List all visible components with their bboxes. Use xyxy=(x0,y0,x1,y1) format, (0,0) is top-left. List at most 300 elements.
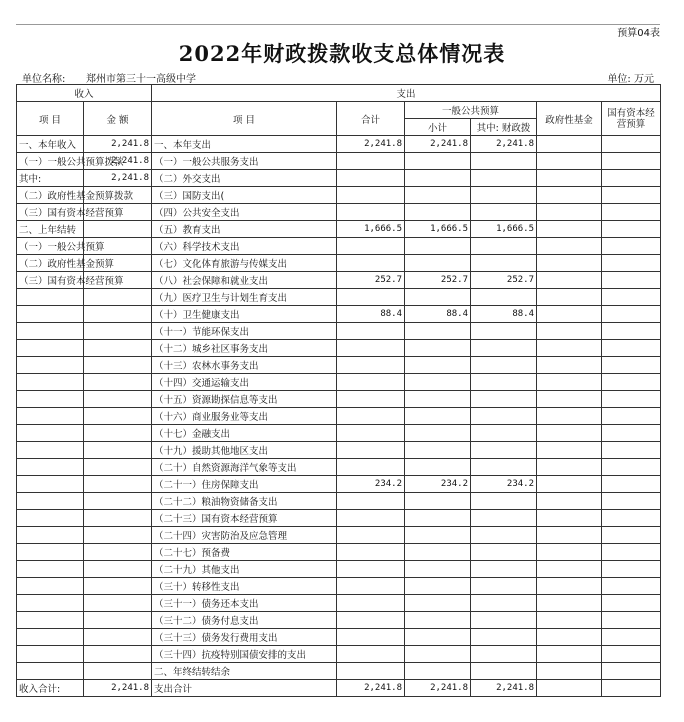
state-capital-cell xyxy=(602,510,661,527)
gov-fund-cell xyxy=(537,204,602,221)
table-row xyxy=(17,442,661,459)
state-capital-cell xyxy=(602,408,661,425)
gov-fund-cell xyxy=(537,255,602,272)
table-row xyxy=(17,340,661,357)
expense-fin-cell xyxy=(471,663,537,680)
expense-subtotal-cell xyxy=(405,442,471,459)
expense-item-cell: （十七）金融支出 xyxy=(152,425,337,442)
state-capital-cell xyxy=(602,544,661,561)
table-row xyxy=(17,153,661,170)
expense-fin-cell xyxy=(471,629,537,646)
expense-fin-cell xyxy=(471,646,537,663)
income-item-cell xyxy=(17,612,84,629)
expense-item-cell: （五）教育支出 xyxy=(152,221,337,238)
expense-subtotal-cell xyxy=(405,238,471,255)
expense-total-cell xyxy=(337,357,405,374)
state-capital-cell xyxy=(602,595,661,612)
expense-fin-cell xyxy=(471,425,537,442)
totals-row xyxy=(17,680,661,697)
expense-total-cell xyxy=(337,255,405,272)
expense-subtotal-cell: 88.4 xyxy=(405,306,471,323)
expense-item-cell: （一）一般公共服务支出 xyxy=(152,153,337,170)
state-capital-cell xyxy=(602,663,661,680)
expense-item-cell: （三）国防支出( xyxy=(152,187,337,204)
income-amount-cell xyxy=(84,476,152,493)
expense-total-cell xyxy=(337,459,405,476)
expense-fin-cell: 88.4 xyxy=(471,306,537,323)
col-state-capital: 国有资本经营预算 xyxy=(602,102,661,136)
expense-fin-cell xyxy=(471,289,537,306)
table-row xyxy=(17,561,661,578)
expense-fin-cell xyxy=(471,493,537,510)
income-amount-cell xyxy=(84,289,152,306)
expense-total-cell xyxy=(337,612,405,629)
expense-total-cell xyxy=(337,289,405,306)
expense-item-cell: （三十三）债务发行费用支出 xyxy=(152,629,337,646)
state-capital-cell xyxy=(602,476,661,493)
state-capital-cell xyxy=(602,136,661,153)
income-item-cell xyxy=(17,306,84,323)
table-row xyxy=(17,493,661,510)
expense-total-fin: 2,241.8 xyxy=(471,680,537,697)
expense-total-cell xyxy=(337,340,405,357)
expense-total-cell xyxy=(337,408,405,425)
gov-fund-cell xyxy=(537,408,602,425)
expense-subtotal-cell xyxy=(405,255,471,272)
state-capital-cell xyxy=(602,493,661,510)
gov-fund-cell xyxy=(537,221,602,238)
table-row xyxy=(17,374,661,391)
income-item-cell xyxy=(17,527,84,544)
expense-fin-cell xyxy=(471,153,537,170)
expense-total-cell xyxy=(337,442,405,459)
gov-fund-cell xyxy=(537,459,602,476)
income-amount-cell xyxy=(84,663,152,680)
expense-total-cell xyxy=(337,595,405,612)
state-capital-cell xyxy=(602,561,661,578)
table-row xyxy=(17,221,661,238)
table-row xyxy=(17,425,661,442)
expense-subtotal-cell xyxy=(405,510,471,527)
expense-fin-cell xyxy=(471,561,537,578)
gov-fund-total xyxy=(537,680,602,697)
expense-total-cell xyxy=(337,646,405,663)
expense-total-cell xyxy=(337,391,405,408)
state-capital-cell xyxy=(602,238,661,255)
expense-fin-cell xyxy=(471,408,537,425)
table-row xyxy=(17,391,661,408)
income-amount-cell xyxy=(84,629,152,646)
gov-fund-cell xyxy=(537,578,602,595)
expense-subtotal-cell xyxy=(405,170,471,187)
expense-item-cell: 一、本年支出 xyxy=(152,136,337,153)
income-item-cell xyxy=(17,493,84,510)
header-row-1 xyxy=(17,85,661,102)
expense-subtotal-cell xyxy=(405,646,471,663)
table-row xyxy=(17,595,661,612)
table-row xyxy=(17,255,661,272)
income-amount-cell xyxy=(84,391,152,408)
income-item-cell xyxy=(17,561,84,578)
expense-fin-cell xyxy=(471,459,537,476)
header-row-2 xyxy=(17,102,661,119)
income-amount-cell xyxy=(84,459,152,476)
table-row xyxy=(17,357,661,374)
income-amount-cell: 2,241.8 xyxy=(84,136,152,153)
expense-fin-cell xyxy=(471,255,537,272)
table-row xyxy=(17,510,661,527)
income-item-cell xyxy=(17,646,84,663)
expense-total-cell: 234.2 xyxy=(337,476,405,493)
income-item-cell xyxy=(17,510,84,527)
table-row xyxy=(17,527,661,544)
expense-fin-cell xyxy=(471,187,537,204)
state-capital-cell xyxy=(602,425,661,442)
gov-fund-cell xyxy=(537,170,602,187)
expense-fin-cell xyxy=(471,442,537,459)
expense-total-cell xyxy=(337,323,405,340)
page-title: 2022年财政拨款收支总体情况表 xyxy=(178,41,506,66)
income-item-cell: （一）一般公共预算 xyxy=(17,238,84,255)
expense-item-cell: （三十一）债务还本支出 xyxy=(152,595,337,612)
income-total-amount: 2,241.8 xyxy=(84,680,152,697)
gov-fund-cell xyxy=(537,323,602,340)
table-row xyxy=(17,612,661,629)
income-amount-cell xyxy=(84,221,152,238)
table-row xyxy=(17,544,661,561)
income-amount-cell xyxy=(84,561,152,578)
income-item-cell: （三）国有资本经营预算 xyxy=(17,272,84,289)
table-row xyxy=(17,578,661,595)
expense-item-cell: 二、年终结转结余 xyxy=(152,663,337,680)
gov-fund-cell xyxy=(537,595,602,612)
expense-subtotal-cell xyxy=(405,374,471,391)
table-row xyxy=(17,476,661,493)
gov-fund-cell xyxy=(537,136,602,153)
table-row xyxy=(17,272,661,289)
expense-item-cell: （七）文化体育旅游与传媒支出 xyxy=(152,255,337,272)
income-amount-cell xyxy=(84,323,152,340)
income-amount-cell xyxy=(84,510,152,527)
income-item-cell: 其中: xyxy=(17,170,84,187)
col-gov-fund: 政府性基金 xyxy=(537,102,602,136)
table-row xyxy=(17,408,661,425)
expense-subtotal-cell: 252.7 xyxy=(405,272,471,289)
expense-fin-cell xyxy=(471,170,537,187)
gov-fund-cell xyxy=(537,493,602,510)
expense-fin-cell xyxy=(471,374,537,391)
gov-fund-cell xyxy=(537,357,602,374)
income-item-cell: （三）国有资本经营预算 xyxy=(17,204,84,221)
table-row xyxy=(17,170,661,187)
table-row xyxy=(17,238,661,255)
expense-fin-cell xyxy=(471,612,537,629)
expense-fin-cell: 252.7 xyxy=(471,272,537,289)
expense-subtotal-cell xyxy=(405,357,471,374)
expense-item-cell: （十五）资源勘探信息等支出 xyxy=(152,391,337,408)
state-capital-cell xyxy=(602,187,661,204)
expense-total-cell xyxy=(337,578,405,595)
expense-fin-cell xyxy=(471,595,537,612)
state-capital-cell xyxy=(602,255,661,272)
gov-fund-cell xyxy=(537,153,602,170)
income-item-cell xyxy=(17,459,84,476)
expense-item-cell: （二十三）国有资本经营预算 xyxy=(152,510,337,527)
expense-total-cell xyxy=(337,493,405,510)
expense-subtotal-cell xyxy=(405,204,471,221)
expense-subtotal-cell xyxy=(405,612,471,629)
expense-subtotal-cell: 1,666.5 xyxy=(405,221,471,238)
income-amount-cell xyxy=(84,374,152,391)
state-capital-cell xyxy=(602,442,661,459)
expense-item-cell: （十二）城乡社区事务支出 xyxy=(152,340,337,357)
gov-fund-cell xyxy=(537,425,602,442)
gov-fund-cell xyxy=(537,629,602,646)
expense-total-cell xyxy=(337,153,405,170)
table-row xyxy=(17,289,661,306)
expense-subtotal-cell xyxy=(405,425,471,442)
expense-fin-cell: 234.2 xyxy=(471,476,537,493)
expense-header: 支出 xyxy=(152,85,661,102)
state-capital-cell xyxy=(602,323,661,340)
expense-total-cell xyxy=(337,544,405,561)
expense-subtotal-cell xyxy=(405,561,471,578)
income-amount-cell: 2,241.8 xyxy=(84,170,152,187)
expense-total-cell: 252.7 xyxy=(337,272,405,289)
income-total-label: 收入合计: xyxy=(17,680,84,697)
expense-total-cell xyxy=(337,170,405,187)
income-amount-cell xyxy=(84,578,152,595)
expense-fin-cell xyxy=(471,323,537,340)
table-row xyxy=(17,204,661,221)
expense-item-cell: （二十二）粮油物资储备支出 xyxy=(152,493,337,510)
expense-item-cell: （三十二）债务付息支出 xyxy=(152,612,337,629)
income-item-cell xyxy=(17,391,84,408)
expense-fin-cell xyxy=(471,340,537,357)
gov-fund-cell xyxy=(537,391,602,408)
expense-total-subtotal: 2,241.8 xyxy=(405,680,471,697)
state-capital-cell xyxy=(602,391,661,408)
expense-item-cell: （十六）商业服务业等支出 xyxy=(152,408,337,425)
expense-fin-cell xyxy=(471,544,537,561)
expense-total-cell xyxy=(337,663,405,680)
expense-item-cell: （六）科学技术支出 xyxy=(152,238,337,255)
table-row xyxy=(17,646,661,663)
expense-item-cell: （十）卫生健康支出 xyxy=(152,306,337,323)
expense-subtotal-cell xyxy=(405,187,471,204)
expense-item-cell: （十三）农林水事务支出 xyxy=(152,357,337,374)
income-amount-cell xyxy=(84,306,152,323)
expense-fin-cell xyxy=(471,357,537,374)
table-row xyxy=(17,187,661,204)
expense-subtotal-cell xyxy=(405,578,471,595)
state-capital-cell xyxy=(602,170,661,187)
gov-fund-cell xyxy=(537,561,602,578)
state-capital-cell xyxy=(602,459,661,476)
expense-fin-cell xyxy=(471,391,537,408)
gov-fund-cell xyxy=(537,238,602,255)
income-amount-cell xyxy=(84,527,152,544)
expense-total-label: 支出合计 xyxy=(152,680,337,697)
expense-subtotal-cell xyxy=(405,493,471,510)
col-total: 合计 xyxy=(337,102,405,136)
expense-total-cell xyxy=(337,425,405,442)
expense-subtotal-cell xyxy=(405,391,471,408)
gov-fund-cell xyxy=(537,442,602,459)
col-income-item: 项 目 xyxy=(17,102,84,136)
income-amount-cell xyxy=(84,357,152,374)
income-item-cell xyxy=(17,357,84,374)
col-subtotal: 小计 xyxy=(405,119,471,136)
expense-item-cell: （十九）援助其他地区支出 xyxy=(152,442,337,459)
expense-item-cell: （二十四）灾害防治及应急管理 xyxy=(152,527,337,544)
income-item-cell: 一、本年收入 xyxy=(17,136,84,153)
income-item-cell: （二）政府性基金预算拨款 xyxy=(17,187,84,204)
state-capital-cell xyxy=(602,612,661,629)
expense-total-cell xyxy=(337,374,405,391)
state-capital-cell xyxy=(602,306,661,323)
income-amount-cell xyxy=(84,425,152,442)
expense-total-cell: 1,666.5 xyxy=(337,221,405,238)
gov-fund-cell xyxy=(537,374,602,391)
income-item-cell xyxy=(17,323,84,340)
income-amount-cell xyxy=(84,646,152,663)
gov-fund-cell xyxy=(537,289,602,306)
col-expense-item: 项 目 xyxy=(152,102,337,136)
expense-total-cell xyxy=(337,187,405,204)
expense-total-cell xyxy=(337,204,405,221)
state-capital-cell xyxy=(602,272,661,289)
table-row xyxy=(17,663,661,680)
expense-total-amount: 2,241.8 xyxy=(337,680,405,697)
expense-item-cell: （二十九）其他支出 xyxy=(152,561,337,578)
income-amount-cell xyxy=(84,544,152,561)
expense-item-cell: （十四）交通运输支出 xyxy=(152,374,337,391)
expense-total-cell xyxy=(337,561,405,578)
expense-total-cell: 2,241.8 xyxy=(337,136,405,153)
expense-subtotal-cell xyxy=(405,527,471,544)
income-amount-cell: 2,241.8 xyxy=(84,153,152,170)
expense-item-cell: （九）医疗卫生与计划生育支出 xyxy=(152,289,337,306)
expense-item-cell: （四）公共安全支出 xyxy=(152,204,337,221)
expense-total-cell xyxy=(337,629,405,646)
expense-fin-cell xyxy=(471,527,537,544)
expense-fin-cell: 1,666.5 xyxy=(471,221,537,238)
state-capital-cell xyxy=(602,629,661,646)
income-amount-cell xyxy=(84,340,152,357)
expense-subtotal-cell xyxy=(405,408,471,425)
expense-item-cell: （十一）节能环保支出 xyxy=(152,323,337,340)
income-item-cell xyxy=(17,442,84,459)
state-capital-cell xyxy=(602,357,661,374)
expense-subtotal-cell xyxy=(405,323,471,340)
income-item-cell xyxy=(17,578,84,595)
state-capital-cell xyxy=(602,527,661,544)
expense-subtotal-cell xyxy=(405,629,471,646)
income-amount-cell xyxy=(84,493,152,510)
expense-fin-cell: 2,241.8 xyxy=(471,136,537,153)
income-amount-cell xyxy=(84,612,152,629)
unit-line xyxy=(16,69,660,83)
state-capital-total xyxy=(602,680,661,697)
income-item-cell xyxy=(17,340,84,357)
state-capital-cell xyxy=(602,289,661,306)
state-capital-cell xyxy=(602,153,661,170)
income-header: 收入 xyxy=(17,85,152,102)
expense-item-cell: （八）社会保障和就业支出 xyxy=(152,272,337,289)
expense-subtotal-cell xyxy=(405,595,471,612)
gov-fund-cell xyxy=(537,544,602,561)
col-general-budget: 一般公共预算 xyxy=(405,102,537,119)
col-of-which: 其中: 财政拨 xyxy=(471,119,537,136)
state-capital-cell xyxy=(602,646,661,663)
expense-fin-cell xyxy=(471,204,537,221)
table-row xyxy=(17,629,661,646)
budget-table xyxy=(16,84,661,697)
income-amount-cell xyxy=(84,442,152,459)
expense-total-cell xyxy=(337,510,405,527)
expense-subtotal-cell xyxy=(405,544,471,561)
income-amount-cell xyxy=(84,595,152,612)
col-income-amount: 金 额 xyxy=(84,102,152,136)
expense-item-cell: （三十）转移性支出 xyxy=(152,578,337,595)
unit-label: 单位名称: xyxy=(22,74,66,85)
state-capital-cell xyxy=(602,374,661,391)
income-item-cell xyxy=(17,595,84,612)
expense-item-cell: （二十七）预备费 xyxy=(152,544,337,561)
income-item-cell xyxy=(17,476,84,493)
table-row xyxy=(17,459,661,476)
expense-total-cell: 88.4 xyxy=(337,306,405,323)
expense-item-cell: （二十）自然资源海洋气象等支出 xyxy=(152,459,337,476)
expense-subtotal-cell xyxy=(405,340,471,357)
gov-fund-cell xyxy=(537,646,602,663)
table-row xyxy=(17,323,661,340)
gov-fund-cell xyxy=(537,187,602,204)
state-capital-cell xyxy=(602,204,661,221)
gov-fund-cell xyxy=(537,663,602,680)
income-item-cell xyxy=(17,408,84,425)
gov-fund-cell xyxy=(537,510,602,527)
state-capital-cell xyxy=(602,340,661,357)
expense-item-cell: （二）外交支出 xyxy=(152,170,337,187)
income-item-cell xyxy=(17,425,84,442)
income-amount-cell xyxy=(84,408,152,425)
unit-name: 郑州市第三十一高级中学 xyxy=(86,74,196,85)
income-item-cell xyxy=(17,374,84,391)
expense-subtotal-cell: 234.2 xyxy=(405,476,471,493)
table-row xyxy=(17,136,661,153)
money-unit: 单位: 万元 xyxy=(607,74,654,85)
expense-total-cell xyxy=(337,238,405,255)
top-rule xyxy=(16,24,660,25)
expense-fin-cell xyxy=(471,238,537,255)
gov-fund-cell xyxy=(537,340,602,357)
gov-fund-cell xyxy=(537,272,602,289)
expense-subtotal-cell xyxy=(405,663,471,680)
gov-fund-cell xyxy=(537,476,602,493)
income-item-cell xyxy=(17,544,84,561)
gov-fund-cell xyxy=(537,612,602,629)
income-item-cell xyxy=(17,629,84,646)
expense-subtotal-cell xyxy=(405,459,471,476)
expense-subtotal-cell xyxy=(405,153,471,170)
income-item-cell xyxy=(17,289,84,306)
expense-total-cell xyxy=(337,527,405,544)
gov-fund-cell xyxy=(537,306,602,323)
income-item-cell: （一）一般公共预算拨款 xyxy=(17,153,84,170)
expense-fin-cell xyxy=(471,510,537,527)
